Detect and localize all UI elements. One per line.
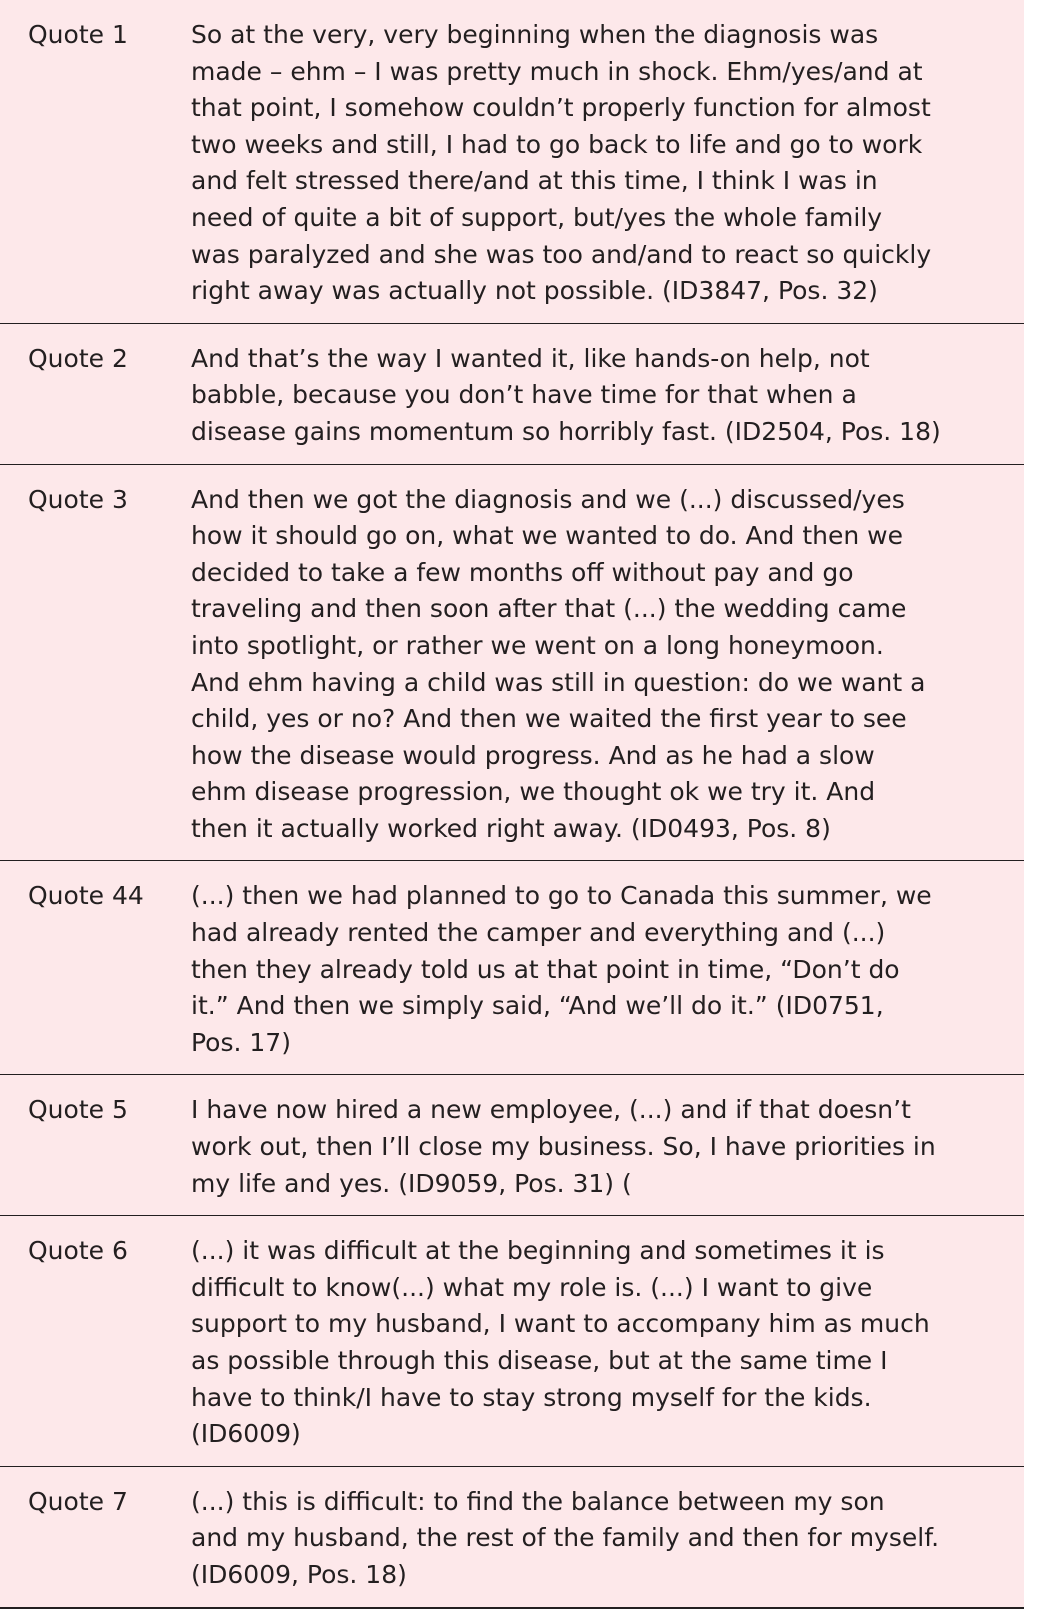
quote-row	[0, 323, 1024, 464]
quote-label: Quote 44	[28, 881, 144, 911]
quote-text-line: traveling and then soon after that (...) the wedding came	[191, 594, 907, 624]
quote-row	[0, 860, 1024, 1074]
quote-text-line: two weeks and still, I had to go back to life and go to work	[191, 129, 923, 159]
quote-text-line: have to think/I have to stay strong myself for the kids.	[191, 1382, 872, 1412]
quote-text-line: (...) this is difficult: to find the balance between my son	[191, 1486, 885, 1516]
quote-row	[0, 1215, 1024, 1466]
quote-text-line: need of quite a bit of support, but/yes the whole family	[191, 202, 883, 232]
quote-label: Quote 5	[28, 1095, 128, 1125]
quote-text-line: into spotlight, or rather we went on a long honeymoon.	[191, 630, 884, 660]
quote-text-line: (...) it was difficult at the beginning and sometimes it is	[191, 1236, 885, 1266]
quote-label: Quote 3	[28, 484, 128, 514]
quote-text-line: right away was actually not possible. (ID3847, Pos. 32)	[191, 276, 878, 306]
quote-label: Quote 1	[28, 20, 128, 49]
quote-text-line: Pos. 17)	[191, 1027, 291, 1057]
quote-text	[191, 1216, 1024, 1466]
quote-text-line: my life and yes. (ID9059, Pos. 31) (	[191, 1168, 632, 1198]
quote-text	[191, 1467, 1024, 1607]
quote-text-line: and felt stressed there/and at this time, I think I was in	[191, 166, 878, 196]
quote-text-line: (ID6009, Pos. 18)	[191, 1559, 407, 1589]
quote-text-line: work out, then I’ll close my business. So, I have priorities in	[191, 1132, 936, 1162]
quote-label: Quote 6	[28, 1236, 128, 1266]
quote-text	[191, 0, 1024, 323]
quote-label: Quote 2	[28, 343, 128, 373]
quote-text-line: it.” And then we simply said, “And we’ll do it.” (ID0751,	[191, 991, 884, 1021]
quote-text-line: as possible through this disease, but at the same time I	[191, 1346, 888, 1375]
quote-text-line: And that’s the way I wanted it, like hands-on help, not	[191, 343, 870, 373]
quote-label: Quote 7	[28, 1486, 128, 1516]
quote-text-line: had already rented the camper and everything and (...)	[191, 918, 886, 948]
quote-text-line: ehm disease progression, we thought ok we try it. And	[191, 777, 876, 807]
quote-text	[191, 465, 1024, 861]
quote-text-line: decided to take a few months off without pay and go	[191, 557, 854, 587]
quote-row	[0, 464, 1024, 861]
quote-text	[191, 324, 1024, 464]
quote-text	[191, 1075, 1024, 1215]
quote-text-line: how the disease would progress. And as he had a slow	[191, 740, 875, 770]
quote-text-line: I have now hired a new employee, (...) and if that doesn’t	[191, 1095, 911, 1125]
quote-text-line: (...) then we had planned to go to Canada this summer, we	[191, 881, 932, 911]
quote-text	[191, 861, 1024, 1074]
quote-text-line: then they already told us at that point in time, “Don’t do	[191, 954, 900, 984]
quote-text-line: And then we got the diagnosis and we (...) discussed/yes	[191, 484, 905, 514]
quote-text-line: difficult to know(...) what my role is. (...) I want to give	[191, 1272, 873, 1302]
quote-text-line: So at the very, very beginning when the diagnosis was	[191, 20, 879, 49]
quote-text-line: that point, I somehow couldn’t properly function for almost	[191, 93, 931, 123]
quote-text-line: then it actually worked right away. (ID0493, Pos. 8)	[191, 813, 831, 843]
quote-row	[0, 1466, 1024, 1607]
quote-text-line: disease gains momentum so horribly fast. (ID2504, Pos. 18)	[191, 416, 941, 446]
quote-text-line: was paralyzed and she was too and/and to react so quickly	[191, 239, 932, 269]
quote-text-line: And ehm having a child was still in question: do we want a	[191, 667, 926, 697]
quote-text-line: (ID6009)	[191, 1419, 301, 1449]
quote-text-line: child, yes or no? And then we waited the first year to see	[191, 704, 907, 734]
quote-row	[0, 1074, 1024, 1215]
quote-row	[0, 0, 1024, 323]
quote-text-line: how it should go on, what we wanted to do. And then we	[191, 521, 903, 551]
quote-text-line: and my husband, the rest of the family and then for myself.	[191, 1523, 940, 1553]
quote-text-line: support to my husband, I want to accompany him as much	[191, 1309, 930, 1339]
quote-text-line: made – ehm – I was pretty much in shock. Ehm/yes/and at	[191, 56, 923, 86]
quote-text-line: babble, because you don’t have time for that when a	[191, 380, 857, 410]
